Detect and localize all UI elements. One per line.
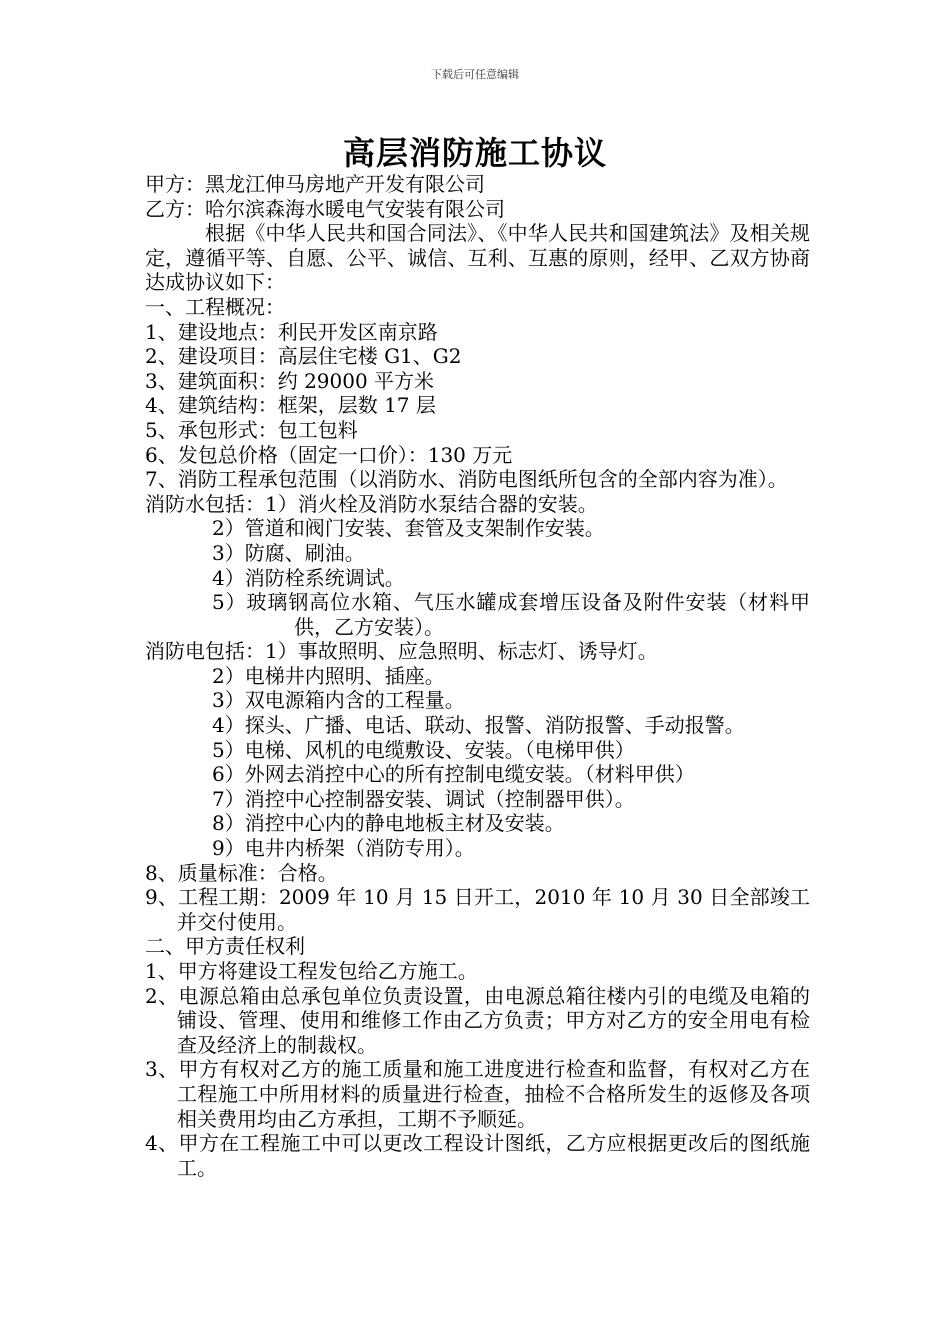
document-title: 高层消防施工协议	[342, 134, 607, 172]
electric-scope-item: 3）双电源箱内含的工程量。	[212, 688, 465, 713]
quality-standard: 8、质量标准：合格。	[145, 860, 338, 885]
electric-scope-item: 7）消控中心控制器安装、调试（控制器甲供）。	[212, 786, 635, 811]
electric-scope-item: 8）消控中心内的静电地板主材及安装。	[212, 811, 565, 836]
section-2-item: 2、电源总箱由总承包单位负责设置，由电源总箱往楼内引的电缆及电箱的铺设、管理、使用和维修工作由乙方负责；甲方对乙方的安全用电有检查及经济上的制裁权。	[145, 983, 810, 1057]
section-1-heading: 一、工程概况：	[145, 294, 285, 319]
electric-scope-item: 5）电梯、风机的电缆敷设、安装。（电梯甲供）	[212, 737, 635, 762]
section-1-item: 4、建筑结构：框架，层数 17 层	[145, 393, 436, 418]
construction-period: 9、工程工期：2009 年 10 月 15 日开工，2010 年 10 月 30 日全部竣工并交付使用。	[145, 885, 810, 934]
section-1-item: 5、承包形式：包工包料	[145, 417, 358, 442]
document-body	[145, 172, 810, 1180]
electric-scope-item: 2）电梯井内照明、插座。	[212, 663, 445, 688]
party-a: 甲方：黑龙江伸马房地产开发有限公司	[145, 172, 485, 196]
electric-scope-item: 9）电井内桥架（消防专用）。	[212, 836, 475, 861]
electric-scope-item: 4）探头、广播、电话、联动、报警、消防报警、手动报警。	[212, 713, 745, 738]
section-1-item: 3、建筑面积：约 29000 平方米	[145, 368, 435, 393]
section-1-item: 1、建设地点：利民开发区南京路	[145, 319, 438, 344]
electric-scope-item: 6）外网去消控中心的所有控制电缆安装。（材料甲供）	[212, 762, 695, 787]
section-2-item: 4、甲方在工程施工中可以更改工程设计图纸，乙方应根据更改后的图纸施工。	[145, 1131, 810, 1180]
section-1-item: 2、建设项目：高层住宅楼 G1、G2	[145, 344, 462, 369]
water-scope-item: 2）管道和阀门安装、套管及支架制作安装。	[212, 516, 605, 541]
electric-scope-lead: 消防电包括：1）事故照明、应急照明、标志灯、诱导灯。	[145, 639, 658, 664]
section-1-item: 6、发包总价格（固定一口价）：130 万元	[145, 442, 513, 467]
preamble: 根据《中华人民共和国合同法》、《中华人民共和国建筑法》及相关规定，遵循平等、自愿、公平、诚信、互利、互惠的原则，经甲、乙双方协商达成协议如下：	[145, 221, 810, 295]
party-b: 乙方：哈尔滨森海水暖电气安装有限公司	[145, 196, 505, 221]
water-scope-item: 3）防腐、刷油。	[212, 540, 365, 565]
section-2-item: 3、甲方有权对乙方的施工质量和施工进度进行检查和监督，有权对乙方在工程施工中所用材料的质量进行检查，抽检不合格所发生的返修及各项相关费用均由乙方承担，工期不予顺延。	[145, 1057, 810, 1131]
section-2-heading: 二、甲方责任权利	[145, 934, 305, 959]
section-2-item: 1、甲方将建设工程发包给乙方施工。	[145, 959, 478, 983]
page-header-note: 下载后可任意编辑	[431, 68, 519, 81]
water-scope-item: 4）消防栓系统调试。	[212, 565, 405, 590]
water-scope-lead: 消防水包括：1）消火栓及消防水泵结合器的安装。	[145, 491, 598, 516]
water-scope-item: 5）玻璃钢高位水箱、气压水罐成套增压设备及附件安装（材料甲供，乙方安装）。	[212, 590, 810, 639]
section-1-item-scope: 7、消防工程承包范围（以消防水、消防电图纸所包含的全部内容为准）。	[145, 467, 788, 492]
